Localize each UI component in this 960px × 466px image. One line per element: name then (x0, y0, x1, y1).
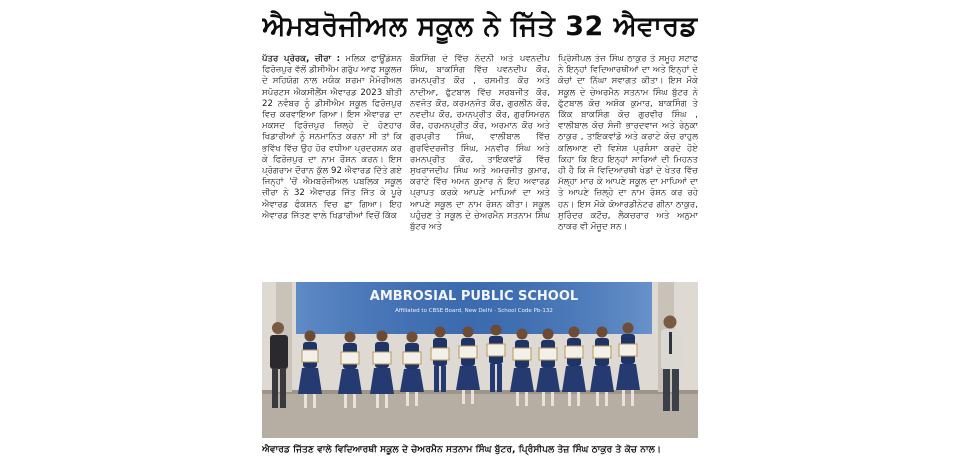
article-column-2 (410, 54, 550, 276)
article-body (262, 54, 698, 276)
photo-caption: ਐਵਾਰਡ ਜਿੱਤਣ ਵਾਲੇ ਵਿਦਿਆਰਥੀ ਸਕੂਲ ਦੇ ਚੇਅਰਮੈਨ ਸਤਨਾਮ ਸਿੰਘ ਬੁੱਟਰ, ਪ੍ਰਿੰਸੀਪਲ ਤੇਜ਼ ਸਿੰਘ ਠਾਕੁਰ ਤੇ ਕੋਚ ਨਾਲ। (262, 444, 662, 455)
column-2-text: ਬੌਕਸਿੰਗ ਦੇ ਵਿੱਚ ਨੰਦਨੀ ਅਤੇ ਪਵਨਦੀਪ ਸਿੰਘ, ਬਾਕਸਿੰਗ ਵਿੱਚ ਪਵਨਦੀਪ ਕੌਰ, ਰਮਨਪ੍ਰੀਤ ਕੌਰ , ਰਸਮੀਤ ਕੌਰ ਅਤੇ ਨਾਦੀਆ, ਫੁੱਟਬਾਲ ਵਿੱਚ ਸਰਬਜੀਤ ਕੌਰ, ਨਵਜੋਤ ਕੌਰ, ਕਰਮਨਜੋਤ ਕੌਰ, ਗੁਰਲੀਨ ਕੌਰ, ਨਵਦੀਪ ਕੌਰ, ਰਮਨਪ੍ਰੀਤ ਕੌਰ, ਗੁਰਸਿਮਰਨ ਕੌਰ, ਹਰਮਨਪ੍ਰੀਤ ਕੌਰ, ਅਰਮਾਨ ਕੌਰ ਅਤੇ ਗੁਰਪ੍ਰੀਤ ਸਿੰਘ, ਵਾਲੀਬਾਲ ਵਿੱਚ ਗੁਰਵਿੰਦਰਜੀਤ ਸਿੰਘ, ਮਨਵੀਰ ਸਿੰਘ ਅਤੇ ਰਮਨਪ੍ਰੀਤ ਕੌਰ, ਤਾਇਕਵਾਂਡੋ ਵਿੱਚ ਸੁਖਰਾਜਦੀਪ ਸਿੰਘ ਅਤੇ ਅਮਰਜੀਤ ਕੁਮਾਰ, ਕਰਾਟੇ ਵਿੱਚ ਅਮਨ ਕੁਮਾਰ ਨੇ ਇਹ ਅਵਾਰਡ ਪ੍ਰਾਪਤ ਕਰਕੇ ਆਪਣੇ ਮਾਪਿਆਂ ਦਾ ਅਤੇ ਆਪਣੇ ਸਕੂਲ ਦਾ ਨਾਮ ਰੋਸ਼ਨ ਕੀਤਾ। ਸਕੂਲ ਪਹੁੰਚਣ ਤੇ ਸਕੂਲ ਦੇ ਚੇਅਰਮੈਨ ਸਤਨਾਮ ਸਿੰਘ ਬੁੱਟਰ ਅਤੇ (410, 54, 550, 233)
photo-illustration (262, 282, 698, 438)
article-column-3 (558, 54, 698, 276)
news-photo (262, 282, 698, 438)
dateline: ਪੱਤਰ ਪ੍ਰੇਰਕ, ਜ਼ੀਰਾ : (262, 54, 341, 64)
banner-subtitle: Affiliated to CBSE Board, New Delhi · School Code Pb-132 (395, 308, 553, 314)
article-column-1 (262, 54, 402, 276)
banner-title: AMBROSIAL PUBLIC SCHOOL (369, 289, 579, 304)
column-1-text: ਮਲਿਕ ਫਾਊਂਡੇਸ਼ਨ ਫਿਰੋਜ਼ਪੁਰ ਵੱਲੋਂ ਡੀਸੀਐਮ ਗਰੁੱਪ ਆਫ ਸਕੂਲਜ਼ ਦੇ ਸਹਿਯੋਗ ਨਾਲ ਮਯੰਕ ਸ਼ਰਮਾ ਮੈਮੋਰੀਅਲ ਸਪੋਰਟਸ ਐਕਸੀਲੈਂਸ ਐਵਾਰਡ 2023 ਬੀਤੀ 22 ਨਵੰਬਰ ਨੂੰ ਡੀਸੀਐਮ ਸਕੂਲ ਫਿਰੋਜ਼ਪੁਰ ਵਿਚ ਕਰਵਾਇਆ ਗਿਆ। ਇਸ ਐਵਾਰਡ ਦਾ ਮਕਸਦ ਫਿਰੋਜ਼ਪੁਰ ਜ਼ਿਲ੍ਹੇ ਦੇ ਹੋਣਹਾਰ ਖਿਡਾਰੀਆਂ ਨੂੰ ਸਨਮਾਨਿਤ ਕਰਨਾ ਸੀ ਤਾਂ ਕਿ ਭਵਿੱਖ ਵਿੱਚ ਉਹ ਹੋਰ ਵਧੀਆ ਪ੍ਰਦਰਸ਼ਨ ਕਰ ਕੇ ਫਿਰੋਜ਼ਪੁਰ ਦਾ ਨਾਮ ਰੌਸ਼ਨ ਕਰਨ। ਇਸ ਪ੍ਰੋਗਰਾਮ ਦੌਰਾਨ ਕੁੱਲ 92 ਐਵਾਰਡ ਦਿੱਤੇ ਗਏ ਜਿਨ੍ਹਾਂ 'ਚੋਂ ਐਮਬਰੋਜੀਅਲ ਪਬਲਿਕ ਸਕੂਲ ਜ਼ੀਰਾ ਨੇ 32 ਐਵਾਰਡ ਜਿੱਤ ਜਿੱਤ ਕੇ ਪੂਰੇ ਐਵਾਰਡ ਫੰਕਸ਼ਨ ਵਿਚ ਛਾ ਗਿਆ। ਇਹ ਐਵਾਰਡ ਜਿੱਤਣ ਵਾਲੇ ਖਿਡਾਰੀਆਂ ਵਿਚੋਂ ਕਿੱਕ (262, 54, 402, 221)
column-3-text: ਪ੍ਰਿੰਸੀਪਲ ਤੇਜ਼ ਸਿੰਘ ਠਾਕੁਰ ਤੇ ਸਮੂਹ ਸਟਾਫ ਨੇ ਇਨ੍ਹਾਂ ਵਿਦਿਆਰਥੀਆਂ ਦਾ ਅਤੇ ਇਨ੍ਹਾਂ ਦੇ ਕੋਚਾਂ ਦਾ ਨਿੱਘਾ ਸਵਾਗਤ ਕੀਤਾ। ਇਸ ਮੌਕੇ ਸਕੂਲ ਦੇ ਚੇਅਰਮੈਨ ਸਤਨਾਮ ਸਿੰਘ ਬੁੱਟਰ ਨੇ ਫੁੱਟਬਾਲ ਕੋਚ ਅਸ਼ੋਕ ਕੁਮਾਰ, ਬਾਕਸਿੰਗ ਤੇ ਕਿੱਕ ਬਾਕਸਿੰਗ ਕੋਚ ਗੁਰਵੀਰ ਸਿੰਘ , ਵਾਲੀਬਾਲ ਕੋਚ ਸੰਜੀ ਭਾਰਦਵਾਜ ਅਤੇ ਰੇਨੁਕਾ ਠਾਕੁਰ , ਤਾਇਕਵਾਂਡੋ ਅਤੇ ਕਰਾਟੇ ਕੋਚ ਰਾਹੁਲ ਕਲਿਆਣ ਦੀ ਵਿਸ਼ੇਸ਼ ਪ੍ਰਸ਼ੰਸਾ ਕਰਦੇ ਹੋਏ ਕਿਹਾ ਕਿ ਇਹ ਇਨ੍ਹਾਂ ਸਾਰਿਆਂ ਦੀ ਮਿਹਨਤ ਹੀ ਹੈ ਕਿ ਜੋ ਵਿਦਿਆਰਥੀ ਖੇਡਾਂ ਦੇ ਖੇਤਰ ਵਿੱਚ ਮੱਲ੍ਹਾ ਮਾਰ ਕੇ ਆਪਣੇ ਸਕੂਲ ਦਾ ਮਾਪਿਆਂ ਦਾ ਤੇ ਆਪਣੇ ਜ਼ਿਲ੍ਹੇ ਦਾ ਨਾਮ ਰੋਸ਼ਨ ਕਰ ਰਹੇ ਹਨ। ਇਸ ਮੌਕੇ ਕੋਆਰਡੀਨੇਟਰ ਗੀਨਾ ਠਾਕੁਰ, ਸੁਰਿੰਦਰ ਕਟੌਚ, ਲੈਕਚਰਾਰ ਅਤੇ ਅਨੁਮਾ ਠਾਕਰ ਵੀ ਮੌਜੂਦ ਸਨ। (558, 54, 698, 233)
headline: ਐਮਬਰੋਜੀਅਲ ਸਕੂਲ ਨੇ ਜਿੱਤੇ 32 ਐਵਾਰਡ (262, 11, 698, 42)
